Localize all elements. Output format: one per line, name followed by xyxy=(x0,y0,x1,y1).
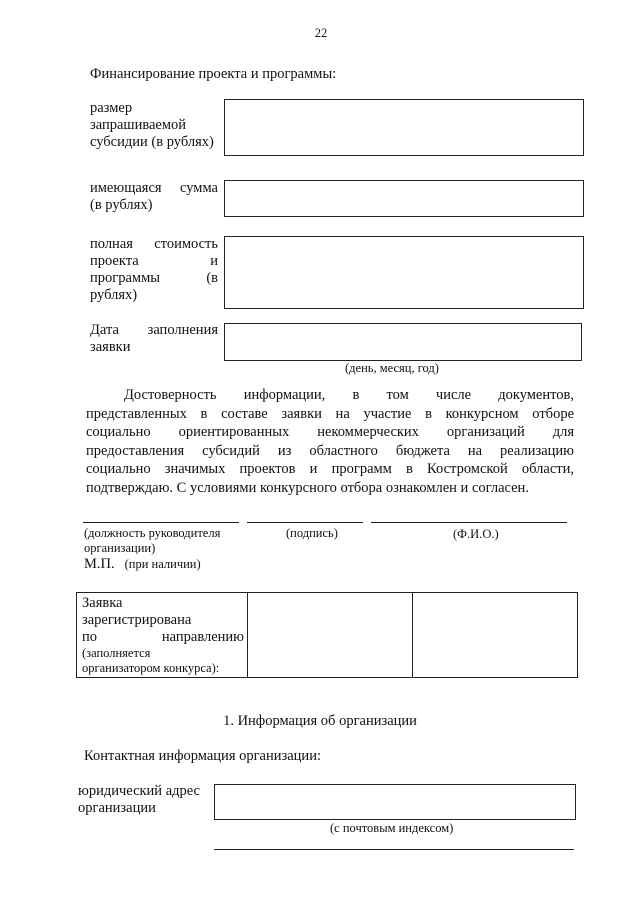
total-cost-field[interactable] xyxy=(224,236,584,309)
signature-caption: (подпись) xyxy=(286,526,338,540)
label-line: проекта и xyxy=(90,253,218,269)
label-line: Дата заполнения xyxy=(90,322,218,338)
financing-title: Финансирование проекта и программы: xyxy=(90,66,337,82)
registration-table xyxy=(76,592,578,678)
declaration-line: Достоверность информации, в том числе документов, xyxy=(124,387,574,403)
label-line: заявки xyxy=(90,339,131,355)
declaration-line: представленных в составе заявки на участие в конкурсном отборе xyxy=(86,405,574,422)
label-line: по направлению xyxy=(82,629,244,645)
declaration-paragraph xyxy=(86,386,574,497)
label-line: запрашиваемой xyxy=(90,117,187,133)
label-line: рублях) xyxy=(90,287,138,303)
application-date-label xyxy=(90,322,218,356)
stamp-row xyxy=(84,555,201,573)
stamp-label: М.П. xyxy=(84,556,115,572)
contact-info-title: Контактная информация организации: xyxy=(84,748,321,764)
section-heading: 1. Информация об организации xyxy=(223,713,417,729)
page-number: 22 xyxy=(314,26,328,40)
registration-cell-1[interactable] xyxy=(248,593,412,677)
legal-address-label xyxy=(78,783,210,817)
label-line: субсидии (в рублях) xyxy=(90,134,214,150)
label-line: программы (в xyxy=(90,270,218,286)
label-line: полная стоимость xyxy=(90,236,218,252)
label-line: зарегистрирована xyxy=(82,612,192,628)
postal-hint: (с почтовым индексом) xyxy=(330,821,454,835)
position-signature-line[interactable] xyxy=(83,522,239,523)
available-amount-field[interactable] xyxy=(224,180,584,217)
caption-line: организации) xyxy=(84,541,156,555)
label-line: Заявка xyxy=(82,595,123,611)
legal-address-field[interactable] xyxy=(214,784,576,820)
declaration-line: социально ориентированных некоммерческих организаций для xyxy=(86,424,574,440)
position-caption xyxy=(84,526,220,556)
note-line: организатором конкурса): xyxy=(82,661,220,675)
label-line: организации xyxy=(78,800,156,816)
application-date-field[interactable] xyxy=(224,323,582,361)
declaration-line: подтверждаю. С условиями конкурсного отбора ознакомлен и согласен. xyxy=(86,479,529,496)
label-line: имеющаяся сумма xyxy=(90,180,218,196)
label-line: размер xyxy=(90,100,133,116)
registration-cell-2[interactable] xyxy=(413,593,577,677)
label-line: юридический адрес xyxy=(78,783,200,799)
registration-label xyxy=(82,595,244,676)
available-amount-label xyxy=(90,180,218,214)
requested-subsidy-field[interactable] xyxy=(224,99,584,156)
fio-signature-line[interactable] xyxy=(371,522,567,523)
requested-subsidy-label xyxy=(90,100,218,151)
label-line: (в рублях) xyxy=(90,197,153,213)
declaration-line: предоставления субсидий из областного бюджета на реализацию xyxy=(86,442,574,459)
address-continuation-line[interactable] xyxy=(214,849,574,850)
caption-line: (должность руководителя xyxy=(84,526,221,540)
fio-caption: (Ф.И.О.) xyxy=(453,527,499,541)
date-format-hint: (день, месяц, год) xyxy=(345,361,439,375)
declaration-line: социально значимых проектов и программ в Костромской области, xyxy=(86,461,574,477)
stamp-note: (при наличии) xyxy=(124,557,201,571)
signature-line[interactable] xyxy=(247,522,363,523)
total-cost-label xyxy=(90,236,218,304)
note-line: (заполняется xyxy=(82,646,151,660)
